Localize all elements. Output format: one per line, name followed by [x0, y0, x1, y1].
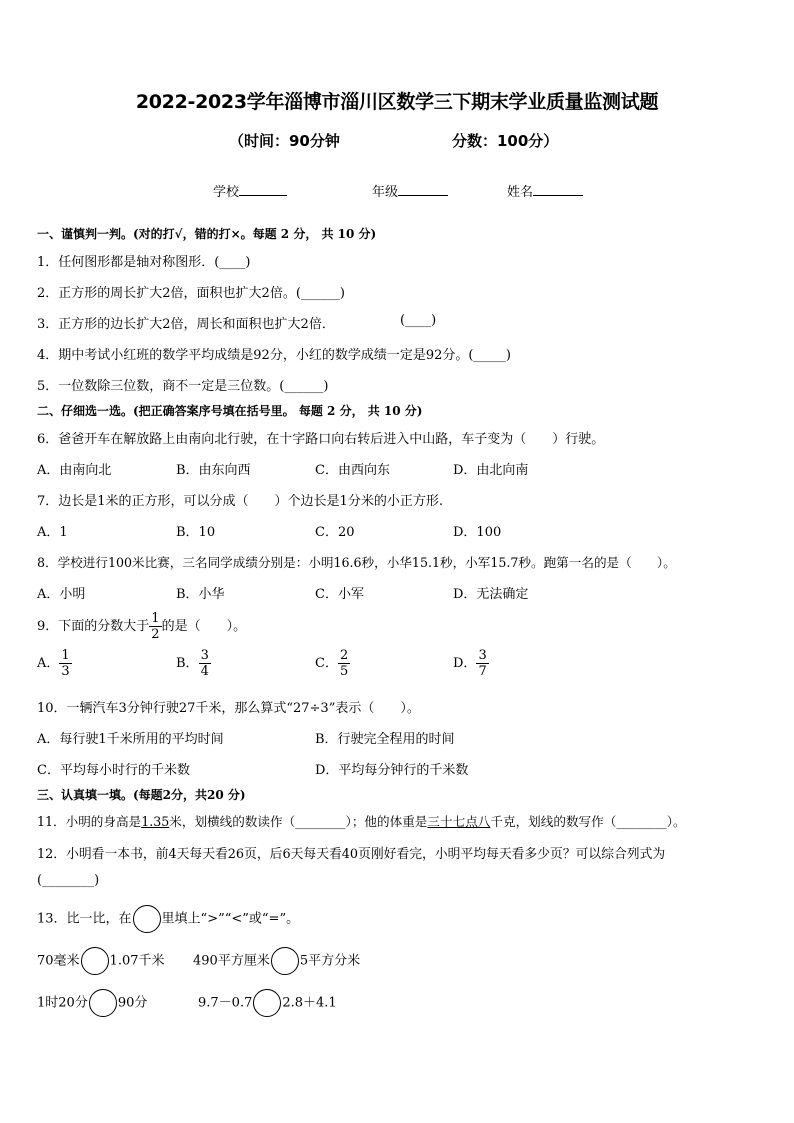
q10-option-b: B．行驶完全程用的时间 [315, 732, 455, 747]
question-3: 3．正方形的边长扩大2倍，周长和面积也扩大2倍． [37, 317, 335, 332]
q9-option-a-fraction [59, 648, 71, 679]
q13-item-3-left: 1时20分 [37, 995, 88, 1011]
q8-option-b: B．小华 [176, 587, 225, 602]
section-3-heading: 三、认真填一填。(每题2分，共20 分) [37, 788, 246, 802]
q13-item-1-right: 1.07千米 [109, 953, 165, 969]
grade-blank[interactable] [398, 184, 448, 196]
q9-option-b-fraction [199, 648, 211, 679]
q9-option-d-label: D． [453, 656, 477, 671]
q13-item-2 [193, 947, 360, 975]
q13-item-3-right: 90分 [117, 995, 148, 1011]
q13-item-1-left: 70毫米 [37, 953, 80, 969]
q7-option-d: D．100 [453, 525, 502, 540]
q13-item-1 [37, 947, 165, 975]
question-11 [37, 811, 686, 830]
q7-option-c: C．20 [315, 525, 355, 540]
section-1-heading: 一、谨慎判一判。(对的打√，错的打×。每题 2 分， 共 10 分) [37, 227, 377, 241]
question-3-blank: (____) [400, 313, 437, 328]
compare-circle-icon [133, 905, 161, 933]
q9-option-c-fraction [338, 648, 350, 679]
q13-item-4-right: 2.8＋4.1 [282, 995, 337, 1011]
q9-prefix: 9．下面的分数大于 [37, 619, 150, 634]
q6-option-c: C．由西向东 [315, 463, 390, 478]
fraction-numerator: 1 [61, 648, 70, 663]
q10-option-a: A．每行驶1千米所用的平均时间 [37, 732, 224, 747]
q13-item-2-right: 5平方分米 [299, 953, 361, 969]
q13-text-1: 13．比一比，在 [37, 911, 132, 927]
q9-option-d [453, 648, 489, 679]
q11-text-1: 11．小明的身高是 [37, 814, 142, 829]
fraction-denominator: 5 [339, 664, 349, 679]
q9-option-c-label: C． [315, 656, 338, 671]
q13-item-4-left: 9.7－0.7 [198, 995, 253, 1011]
q10-option-d: D．平均每分钟行的千米数 [315, 763, 469, 778]
q13-item-3 [37, 989, 147, 1017]
q9-option-a-label: A． [37, 656, 60, 671]
page-title: 2022-2023学年淄博市淄川区数学三下期末学业质量监测试题 [135, 91, 659, 113]
compare-circle-2[interactable] [271, 947, 299, 975]
compare-circle-1[interactable] [81, 947, 109, 975]
q9-option-c [315, 648, 350, 679]
exam-score: 分数：100分） [452, 132, 559, 150]
fraction-numerator: 3 [478, 648, 487, 663]
exam-time: （时间：90分钟 [229, 132, 340, 150]
q11-text-3: 千克，划线的数写作（________）。 [490, 814, 686, 829]
q9-fraction [149, 611, 161, 642]
fraction-numerator: 2 [339, 648, 349, 663]
q9-option-d-fraction [476, 648, 488, 679]
compare-circle-3[interactable] [89, 989, 117, 1017]
question-4: 4．期中考试小红班的数学平均成绩是92分，小红的数学成绩一定是92分。(_____) [37, 348, 511, 363]
q9-option-b [176, 648, 211, 679]
q9-option-a [37, 648, 72, 679]
name-field [507, 181, 583, 200]
q9-option-b-label: B． [176, 656, 199, 671]
q13-item-4 [198, 989, 337, 1017]
question-12: 12．小明看一本书，前4天每天看26页，后6天每天看40页刚好看完，小明平均每天看多少页？可以综合列式为 [37, 847, 666, 862]
q8-option-c: C．小军 [315, 587, 364, 602]
q11-underlined-height: 1.35 [141, 814, 170, 829]
fraction-numerator: 3 [200, 648, 209, 663]
q9-suffix: 的是（ ）。 [161, 619, 247, 634]
question-1: 1．任何图形都是轴对称图形．(____) [37, 255, 251, 270]
q10-option-c: C．平均每小时行的千米数 [37, 763, 190, 778]
grade-field [372, 181, 448, 200]
q11-text-2: 米，划横线的数读作（________）；他的体重是 [169, 814, 428, 829]
q6-option-b: B．由东向西 [176, 463, 251, 478]
q6-option-d: D．由北向南 [453, 463, 529, 478]
name-blank[interactable] [533, 184, 583, 196]
grade-label: 年级 [372, 185, 399, 200]
q7-option-b: B．10 [176, 525, 216, 540]
question-7: 7．边长是1米的正方形，可以分成（ ）个边长是1分米的小正方形. [37, 494, 443, 509]
question-13 [37, 905, 299, 933]
question-8: 8．学校进行100米比赛，三名同学成绩分别是：小明16.6秒，小华15.1秒，小军15.7秒。跑第一名的是（ ）。 [37, 555, 676, 570]
q7-option-a: A．1 [37, 525, 68, 540]
school-label: 学校 [213, 185, 240, 200]
question-10: 10．一辆汽车3分钟行驶27千米，那么算式“27÷3”表示（ ）。 [37, 701, 420, 716]
section-2-heading: 二、仔细选一选。(把正确答案序号填在括号里。 每题 2 分， 共 10 分) [37, 404, 423, 418]
school-field [213, 181, 287, 200]
question-12-blank: (________) [37, 873, 100, 888]
q13-item-2-left: 490平方厘米 [193, 953, 270, 969]
q9-denominator: 2 [151, 627, 160, 642]
compare-circle-4[interactable] [253, 989, 281, 1017]
q6-option-a: A．由南向北 [37, 463, 112, 478]
fraction-denominator: 4 [200, 664, 209, 679]
school-blank[interactable] [239, 184, 287, 196]
question-5: 5．一位数除三位数，商不一定是三位数。(______) [37, 379, 329, 394]
q8-option-d: D．无法确定 [453, 587, 529, 602]
question-2: 2．正方形的周长扩大2倍，面积也扩大2倍。(______) [37, 286, 345, 301]
q8-option-a: A．小明 [37, 587, 86, 602]
question-6: 6．爸爸开车在解放路上由南向北行驶，在十字路口向右转后进入中山路，车子变为（ ）行驶。 [37, 432, 605, 447]
q11-underlined-weight: 三十七点八 [427, 814, 491, 829]
q9-numerator: 1 [151, 611, 160, 626]
name-label: 姓名 [507, 185, 534, 200]
q13-text-2: 里填上“>”“<”或“=”。 [161, 911, 300, 927]
fraction-denominator: 3 [61, 664, 70, 679]
question-9 [37, 611, 246, 642]
fraction-denominator: 7 [478, 664, 487, 679]
